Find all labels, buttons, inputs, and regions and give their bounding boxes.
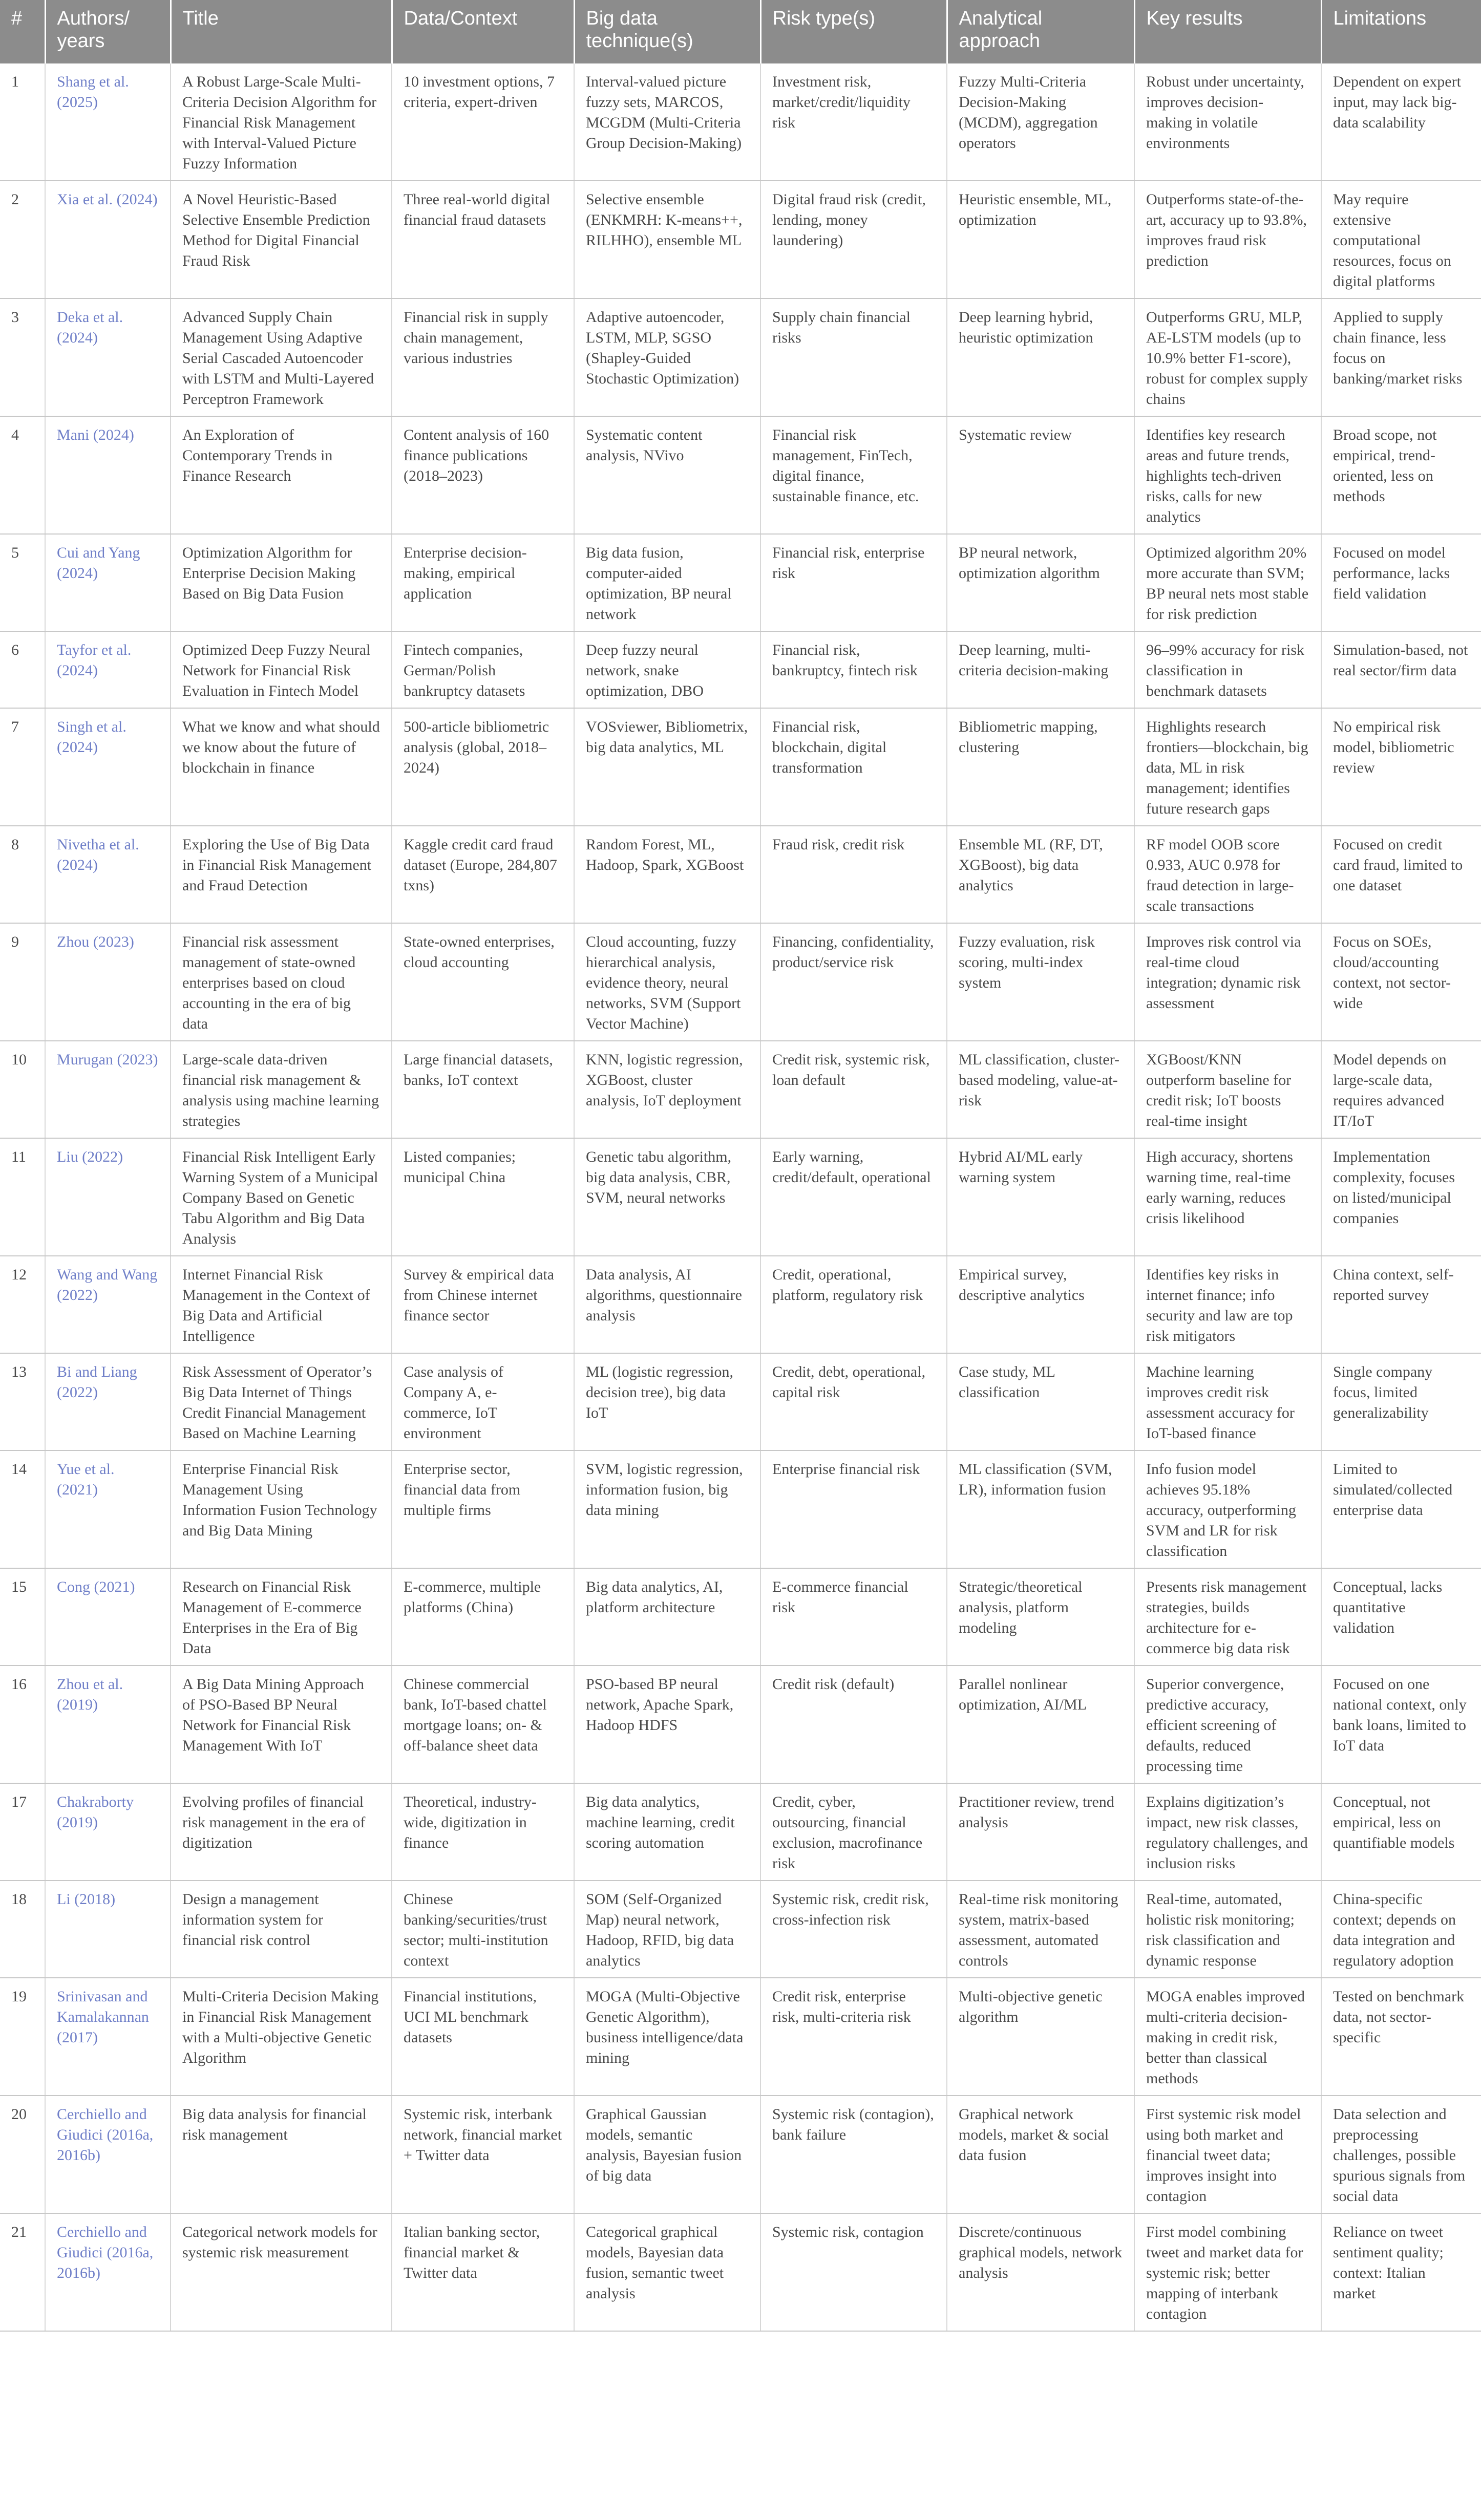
cell-limitations: Single company focus, limited generalizability — [1321, 1353, 1481, 1450]
table-row — [0, 826, 1481, 923]
table-row — [0, 181, 1481, 298]
cell-risk-type: Financial risk, blockchain, digital transformation — [760, 708, 947, 826]
cell-key-results: Machine learning improves credit risk assessment accuracy for IoT-based finance — [1134, 1353, 1321, 1450]
cell-data-context: Chinese commercial bank, IoT-based chattel mortgage loans; on- & off-balance sheet data — [392, 1665, 574, 1783]
cell-limitations: Model depends on large-scale data, requires advanced IT/IoT — [1321, 1041, 1481, 1138]
cell-authors[interactable]: Wang and Wang (2022) — [45, 1256, 171, 1353]
cell-analytical-approach: Multi-objective genetic algorithm — [947, 1978, 1134, 2096]
cell-analytical-approach: Practitioner review, trend analysis — [947, 1783, 1134, 1881]
cell-title: Categorical network models for systemic risk measurement — [171, 2213, 392, 2331]
cell-key-results: RF model OOB score 0.933, AUC 0.978 for fraud detection in large-scale transactions — [1134, 826, 1321, 923]
header-title: Title — [171, 0, 392, 63]
table-body — [0, 63, 1481, 2331]
table-header-row — [0, 0, 1481, 63]
cell-risk-type: Systemic risk (contagion), bank failure — [760, 2096, 947, 2213]
cell-data-context: 10 investment options, 7 criteria, expert-driven — [392, 63, 574, 181]
cell-key-results: Identifies key research areas and future trends, highlights tech-driven risks, calls for new analytics — [1134, 416, 1321, 534]
cell-analytical-approach: BP neural network, optimization algorithm — [947, 534, 1134, 631]
cell-title: Large-scale data-driven financial risk management & analysis using machine learning strategies — [171, 1041, 392, 1138]
header-analytical-approach: Analytical approach — [947, 0, 1134, 63]
cell-authors[interactable]: Cerchiello and Giudici (2016a, 2016b) — [45, 2213, 171, 2331]
cell-big-data-technique: Big data analytics, AI, platform architecture — [574, 1568, 760, 1665]
cell-analytical-approach: Fuzzy Multi-Criteria Decision-Making (MCDM), aggregation operators — [947, 63, 1134, 181]
cell-authors[interactable]: Deka et al. (2024) — [45, 298, 171, 416]
cell-risk-type: Credit risk, enterprise risk, multi-criteria risk — [760, 1978, 947, 2096]
cell-risk-type: Credit, cyber, outsourcing, financial exclusion, macrofinance risk — [760, 1783, 947, 1881]
cell-num: 7 — [0, 708, 45, 826]
cell-big-data-technique: Data analysis, AI algorithms, questionnaire analysis — [574, 1256, 760, 1353]
cell-num: 4 — [0, 416, 45, 534]
cell-big-data-technique: Categorical graphical models, Bayesian data fusion, semantic tweet analysis — [574, 2213, 760, 2331]
cell-authors[interactable]: Nivetha et al. (2024) — [45, 826, 171, 923]
cell-authors[interactable]: Chakraborty (2019) — [45, 1783, 171, 1881]
cell-big-data-technique: Deep fuzzy neural network, snake optimization, DBO — [574, 631, 760, 708]
table-row — [0, 1568, 1481, 1665]
cell-analytical-approach: ML classification, cluster-based modeling, value-at-risk — [947, 1041, 1134, 1138]
table-row — [0, 708, 1481, 826]
cell-num: 9 — [0, 923, 45, 1041]
cell-analytical-approach: Bibliometric mapping, clustering — [947, 708, 1134, 826]
cell-big-data-technique: SVM, logistic regression, information fusion, big data mining — [574, 1450, 760, 1568]
header-risk-type: Risk type(s) — [760, 0, 947, 63]
cell-data-context: Italian banking sector, financial market & Twitter data — [392, 2213, 574, 2331]
cell-authors[interactable]: Shang et al. (2025) — [45, 63, 171, 181]
table-row — [0, 1978, 1481, 2096]
cell-big-data-technique: Adaptive autoencoder, LSTM, MLP, SGSO (Shapley-Guided Stochastic Optimization) — [574, 298, 760, 416]
cell-title: Financial Risk Intelligent Early Warning System of a Municipal Company Based on Genetic Tabu Algorithm and Big Data Analysis — [171, 1138, 392, 1256]
cell-risk-type: Supply chain financial risks — [760, 298, 947, 416]
table-row — [0, 2213, 1481, 2331]
cell-num: 13 — [0, 1353, 45, 1450]
cell-big-data-technique: VOSviewer, Bibliometrix, big data analytics, ML — [574, 708, 760, 826]
cell-key-results: Outperforms state-of-the-art, accuracy up to 93.8%, improves fraud risk prediction — [1134, 181, 1321, 298]
cell-limitations: Broad scope, not empirical, trend-oriented, less on methods — [1321, 416, 1481, 534]
cell-risk-type: Credit risk, systemic risk, loan default — [760, 1041, 947, 1138]
cell-authors[interactable]: Cerchiello and Giudici (2016a, 2016b) — [45, 2096, 171, 2213]
cell-num: 5 — [0, 534, 45, 631]
cell-data-context: E-commerce, multiple platforms (China) — [392, 1568, 574, 1665]
cell-big-data-technique: Systematic content analysis, NVivo — [574, 416, 760, 534]
table-row — [0, 631, 1481, 708]
cell-data-context: Chinese banking/securities/trust sector; multi-institution context — [392, 1881, 574, 1978]
cell-key-results: Highlights research frontiers—blockchain, big data, ML in risk management; identifies future research gaps — [1134, 708, 1321, 826]
cell-title: Financial risk assessment management of state-owned enterprises based on cloud accounting in the era of big data — [171, 923, 392, 1041]
table-row — [0, 1256, 1481, 1353]
cell-big-data-technique: KNN, logistic regression, XGBoost, cluster analysis, IoT deployment — [574, 1041, 760, 1138]
cell-big-data-technique: ML (logistic regression, decision tree), big data IoT — [574, 1353, 760, 1450]
cell-big-data-technique: Random Forest, ML, Hadoop, Spark, XGBoost — [574, 826, 760, 923]
cell-data-context: Content analysis of 160 finance publications (2018–2023) — [392, 416, 574, 534]
cell-title: An Exploration of Contemporary Trends in Finance Research — [171, 416, 392, 534]
cell-limitations: China context, self-reported survey — [1321, 1256, 1481, 1353]
cell-num: 18 — [0, 1881, 45, 1978]
cell-num: 21 — [0, 2213, 45, 2331]
cell-title: Design a management information system for financial risk control — [171, 1881, 392, 1978]
cell-risk-type: Credit, debt, operational, capital risk — [760, 1353, 947, 1450]
cell-title: Exploring the Use of Big Data in Financial Risk Management and Fraud Detection — [171, 826, 392, 923]
cell-analytical-approach: Parallel nonlinear optimization, AI/ML — [947, 1665, 1134, 1783]
cell-analytical-approach: Deep learning, multi-criteria decision-making — [947, 631, 1134, 708]
cell-data-context: Kaggle credit card fraud dataset (Europe, 284,807 txns) — [392, 826, 574, 923]
cell-title: Optimization Algorithm for Enterprise Decision Making Based on Big Data Fusion — [171, 534, 392, 631]
header-data-context: Data/Context — [392, 0, 574, 63]
cell-key-results: 96–99% accuracy for risk classification in benchmark datasets — [1134, 631, 1321, 708]
cell-big-data-technique: Graphical Gaussian models, semantic analysis, Bayesian fusion of big data — [574, 2096, 760, 2213]
cell-big-data-technique: Cloud accounting, fuzzy hierarchical analysis, evidence theory, neural networks, SVM (Support Vector Machine) — [574, 923, 760, 1041]
cell-title: Enterprise Financial Risk Management Using Information Fusion Technology and Big Data Mining — [171, 1450, 392, 1568]
cell-key-results: Real-time, automated, holistic risk monitoring; risk classification and dynamic response — [1134, 1881, 1321, 1978]
cell-data-context: Fintech companies, German/Polish bankruptcy datasets — [392, 631, 574, 708]
table-row — [0, 923, 1481, 1041]
cell-risk-type: Systemic risk, credit risk, cross-infection risk — [760, 1881, 947, 1978]
cell-risk-type: Financial risk management, FinTech, digital finance, sustainable finance, etc. — [760, 416, 947, 534]
cell-key-results: Optimized algorithm 20% more accurate than SVM; BP neural nets most stable for risk prediction — [1134, 534, 1321, 631]
cell-authors[interactable]: Zhou et al. (2019) — [45, 1665, 171, 1783]
cell-title: Advanced Supply Chain Management Using Adaptive Serial Cascaded Autoencoder with LSTM and Multi-Layered Perceptron Framework — [171, 298, 392, 416]
cell-analytical-approach: Discrete/continuous graphical models, network analysis — [947, 2213, 1134, 2331]
cell-analytical-approach: Deep learning hybrid, heuristic optimization — [947, 298, 1134, 416]
cell-analytical-approach: Case study, ML classification — [947, 1353, 1134, 1450]
cell-big-data-technique: SOM (Self-Organized Map) neural network, Hadoop, RFID, big data analytics — [574, 1881, 760, 1978]
cell-risk-type: Financing, confidentiality, product/service risk — [760, 923, 947, 1041]
cell-limitations: Reliance on tweet sentiment quality; context: Italian market — [1321, 2213, 1481, 2331]
cell-limitations: May require extensive computational resources, focus on digital platforms — [1321, 181, 1481, 298]
cell-big-data-technique: Interval-valued picture fuzzy sets, MARCOS, MCGDM (Multi-Criteria Group Decision-Making) — [574, 63, 760, 181]
cell-analytical-approach: Real-time risk monitoring system, matrix-based assessment, automated controls — [947, 1881, 1134, 1978]
cell-authors[interactable]: Liu (2022) — [45, 1138, 171, 1256]
cell-limitations: Conceptual, not empirical, less on quantifiable models — [1321, 1783, 1481, 1881]
cell-num: 20 — [0, 2096, 45, 2213]
cell-title: A Big Data Mining Approach of PSO-Based BP Neural Network for Financial Risk Management With IoT — [171, 1665, 392, 1783]
table-row — [0, 1450, 1481, 1568]
cell-data-context: Enterprise decision-making, empirical application — [392, 534, 574, 631]
cell-analytical-approach: Empirical survey, descriptive analytics — [947, 1256, 1134, 1353]
table-row — [0, 1041, 1481, 1138]
cell-data-context: Financial risk in supply chain management, various industries — [392, 298, 574, 416]
cell-num: 15 — [0, 1568, 45, 1665]
cell-big-data-technique: Genetic tabu algorithm, big data analysis, CBR, SVM, neural networks — [574, 1138, 760, 1256]
cell-num: 8 — [0, 826, 45, 923]
header-limitations: Limitations — [1321, 0, 1481, 63]
table-row — [0, 1138, 1481, 1256]
table-row — [0, 63, 1481, 181]
cell-data-context: Theoretical, industry-wide, digitization in finance — [392, 1783, 574, 1881]
cell-num: 17 — [0, 1783, 45, 1881]
cell-data-context: 500-article bibliometric analysis (global, 2018–2024) — [392, 708, 574, 826]
cell-num: 14 — [0, 1450, 45, 1568]
cell-num: 16 — [0, 1665, 45, 1783]
cell-num: 19 — [0, 1978, 45, 2096]
cell-risk-type: Systemic risk, contagion — [760, 2213, 947, 2331]
cell-risk-type: Early warning, credit/default, operational — [760, 1138, 947, 1256]
table-row — [0, 416, 1481, 534]
cell-authors[interactable]: Yue et al. (2021) — [45, 1450, 171, 1568]
cell-analytical-approach: Hybrid AI/ML early warning system — [947, 1138, 1134, 1256]
cell-authors[interactable]: Cui and Yang (2024) — [45, 534, 171, 631]
cell-data-context: Enterprise sector, financial data from multiple firms — [392, 1450, 574, 1568]
cell-limitations: Simulation-based, not real sector/firm data — [1321, 631, 1481, 708]
cell-limitations: Focused on one national context, only bank loans, limited to IoT data — [1321, 1665, 1481, 1783]
cell-limitations: Focused on model performance, lacks field validation — [1321, 534, 1481, 631]
header-key-results: Key results — [1134, 0, 1321, 63]
cell-limitations: Focus on SOEs, cloud/accounting context, not sector-wide — [1321, 923, 1481, 1041]
cell-authors[interactable]: Singh et al. (2024) — [45, 708, 171, 826]
header-num: # — [0, 0, 45, 63]
cell-risk-type: Digital fraud risk (credit, lending, money laundering) — [760, 181, 947, 298]
cell-title: A Robust Large-Scale Multi-Criteria Decision Algorithm for Financial Risk Management with Interval-Valued Picture Fuzzy Information — [171, 63, 392, 181]
cell-big-data-technique: Big data fusion, computer-aided optimization, BP neural network — [574, 534, 760, 631]
table-row — [0, 2096, 1481, 2213]
table-row — [0, 534, 1481, 631]
cell-title: Evolving profiles of financial risk management in the era of digitization — [171, 1783, 392, 1881]
table-row — [0, 1881, 1481, 1978]
cell-key-results: Improves risk control via real-time cloud integration; dynamic risk assessment — [1134, 923, 1321, 1041]
cell-analytical-approach: Strategic/theoretical analysis, platform modeling — [947, 1568, 1134, 1665]
cell-title: A Novel Heuristic-Based Selective Ensemble Prediction Method for Digital Financial Fraud Risk — [171, 181, 392, 298]
cell-title: Big data analysis for financial risk management — [171, 2096, 392, 2213]
cell-title: Optimized Deep Fuzzy Neural Network for Financial Risk Evaluation in Fintech Model — [171, 631, 392, 708]
table-row — [0, 1783, 1481, 1881]
cell-limitations: Dependent on expert input, may lack big-data scalability — [1321, 63, 1481, 181]
cell-authors[interactable]: Xia et al. (2024) — [45, 181, 171, 298]
cell-title: What we know and what should we know about the future of blockchain in finance — [171, 708, 392, 826]
cell-limitations: Tested on benchmark data, not sector-specific — [1321, 1978, 1481, 2096]
cell-authors[interactable]: Li (2018) — [45, 1881, 171, 1978]
cell-big-data-technique: Big data analytics, machine learning, credit scoring automation — [574, 1783, 760, 1881]
cell-big-data-technique: PSO-based BP neural network, Apache Spark, Hadoop HDFS — [574, 1665, 760, 1783]
cell-key-results: MOGA enables improved multi-criteria decision-making in credit risk, better than classical methods — [1134, 1978, 1321, 2096]
cell-limitations: Data selection and preprocessing challenges, possible spurious signals from social data — [1321, 2096, 1481, 2213]
cell-limitations: Applied to supply chain finance, less focus on banking/market risks — [1321, 298, 1481, 416]
cell-risk-type: Enterprise financial risk — [760, 1450, 947, 1568]
cell-analytical-approach: Graphical network models, market & social data fusion — [947, 2096, 1134, 2213]
cell-limitations: China-specific context; depends on data integration and regulatory adoption — [1321, 1881, 1481, 1978]
cell-key-results: Explains digitization’s impact, new risk classes, regulatory challenges, and inclusion risks — [1134, 1783, 1321, 1881]
cell-key-results: High accuracy, shortens warning time, real-time early warning, reduces crisis likelihood — [1134, 1138, 1321, 1256]
cell-num: 2 — [0, 181, 45, 298]
cell-big-data-technique: Selective ensemble (ENKMRH: K-means++, RILHHO), ensemble ML — [574, 181, 760, 298]
cell-analytical-approach: Systematic review — [947, 416, 1134, 534]
cell-limitations: Implementation complexity, focuses on listed/municipal companies — [1321, 1138, 1481, 1256]
cell-analytical-approach: Ensemble ML (RF, DT, XGBoost), big data analytics — [947, 826, 1134, 923]
cell-risk-type: Credit risk (default) — [760, 1665, 947, 1783]
cell-risk-type: Financial risk, enterprise risk — [760, 534, 947, 631]
cell-authors[interactable]: Mani (2024) — [45, 416, 171, 534]
cell-key-results: Outperforms GRU, MLP, AE-LSTM models (up to 10.9% better F1-score), robust for complex supply chains — [1134, 298, 1321, 416]
cell-analytical-approach: Fuzzy evaluation, risk scoring, multi-index system — [947, 923, 1134, 1041]
cell-risk-type: E-commerce financial risk — [760, 1568, 947, 1665]
cell-key-results: XGBoost/KNN outperform baseline for credit risk; IoT boosts real-time insight — [1134, 1041, 1321, 1138]
cell-risk-type: Credit, operational, platform, regulatory risk — [760, 1256, 947, 1353]
cell-limitations: Limited to simulated/collected enterprise data — [1321, 1450, 1481, 1568]
cell-data-context: Financial institutions, UCI ML benchmark datasets — [392, 1978, 574, 2096]
cell-authors[interactable]: Murugan (2023) — [45, 1041, 171, 1138]
cell-num: 6 — [0, 631, 45, 708]
cell-data-context: Case analysis of Company A, e-commerce, IoT environment — [392, 1353, 574, 1450]
cell-key-results: Robust under uncertainty, improves decision-making in volatile environments — [1134, 63, 1321, 181]
cell-authors[interactable]: Srinivasan and Kamalakannan (2017) — [45, 1978, 171, 2096]
cell-authors[interactable]: Bi and Liang (2022) — [45, 1353, 171, 1450]
cell-num: 10 — [0, 1041, 45, 1138]
cell-limitations: No empirical risk model, bibliometric review — [1321, 708, 1481, 826]
header-big-data-technique: Big data technique(s) — [574, 0, 760, 63]
cell-data-context: State-owned enterprises, cloud accounting — [392, 923, 574, 1041]
cell-key-results: Identifies key risks in internet finance; info security and law are top risk mitigators — [1134, 1256, 1321, 1353]
cell-limitations: Focused on credit card fraud, limited to one dataset — [1321, 826, 1481, 923]
cell-key-results: First systemic risk model using both market and financial tweet data; improves insight into contagion — [1134, 2096, 1321, 2213]
cell-title: Multi-Criteria Decision Making in Financial Risk Management with a Multi-objective Genetic Algorithm — [171, 1978, 392, 2096]
cell-risk-type: Investment risk, market/credit/liquidity risk — [760, 63, 947, 181]
cell-data-context: Systemic risk, interbank network, financial market + Twitter data — [392, 2096, 574, 2213]
cell-authors[interactable]: Zhou (2023) — [45, 923, 171, 1041]
cell-risk-type: Financial risk, bankruptcy, fintech risk — [760, 631, 947, 708]
cell-data-context: Three real-world digital financial fraud datasets — [392, 181, 574, 298]
cell-num: 12 — [0, 1256, 45, 1353]
table-row — [0, 1665, 1481, 1783]
table-row — [0, 298, 1481, 416]
table-row — [0, 1353, 1481, 1450]
cell-title: Internet Financial Risk Management in the Context of Big Data and Artificial Intelligence — [171, 1256, 392, 1353]
cell-title: Risk Assessment of Operator’s Big Data Internet of Things Credit Financial Management Based on Machine Learning — [171, 1353, 392, 1450]
cell-num: 1 — [0, 63, 45, 181]
cell-title: Research on Financial Risk Management of E-commerce Enterprises in the Era of Big Data — [171, 1568, 392, 1665]
cell-big-data-technique: MOGA (Multi-Objective Genetic Algorithm), business intelligence/data mining — [574, 1978, 760, 2096]
cell-num: 3 — [0, 298, 45, 416]
cell-analytical-approach: ML classification (SVM, LR), information fusion — [947, 1450, 1134, 1568]
cell-authors[interactable]: Cong (2021) — [45, 1568, 171, 1665]
cell-authors[interactable]: Tayfor et al. (2024) — [45, 631, 171, 708]
cell-num: 11 — [0, 1138, 45, 1256]
cell-data-context: Survey & empirical data from Chinese internet finance sector — [392, 1256, 574, 1353]
header-authors: Authors/ years — [45, 0, 171, 63]
cell-analytical-approach: Heuristic ensemble, ML, optimization — [947, 181, 1134, 298]
cell-key-results: First model combining tweet and market data for systemic risk; better mapping of interbank contagion — [1134, 2213, 1321, 2331]
cell-key-results: Presents risk management strategies, builds architecture for e-commerce big data risk — [1134, 1568, 1321, 1665]
cell-data-context: Large financial datasets, banks, IoT context — [392, 1041, 574, 1138]
cell-key-results: Info fusion model achieves 95.18% accuracy, outperforming SVM and LR for risk classification — [1134, 1450, 1321, 1568]
cell-key-results: Superior convergence, predictive accuracy, efficient screening of defaults, reduced processing time — [1134, 1665, 1321, 1783]
cell-data-context: Listed companies; municipal China — [392, 1138, 574, 1256]
cell-risk-type: Fraud risk, credit risk — [760, 826, 947, 923]
cell-limitations: Conceptual, lacks quantitative validation — [1321, 1568, 1481, 1665]
